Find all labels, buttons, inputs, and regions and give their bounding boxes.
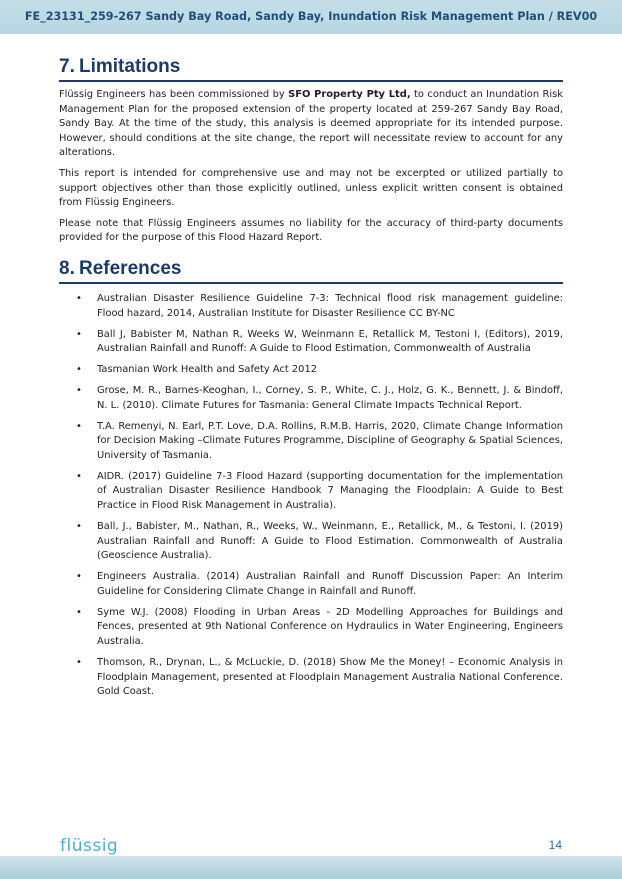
section-number: 7. (59, 56, 75, 77)
reference-text: Grose, M. R., Barnes-Keoghan, I., Corney, S. P., White, C. J., Holz, G. K., Bennett, J. & Bindoff, N. L. (2010). Climate Futures for Tasmania: General Climate Impacts Technical Report. (97, 385, 563, 411)
reference-item (59, 520, 563, 564)
reference-item (59, 656, 563, 700)
reference-text: Syme W.J. (2008) Flooding in Urban Areas - 2D Modelling Approaches for Buildings and Fences, presented at 9th National Conference on Hydraulics in Water Engineering, Engineers Australia. (97, 606, 563, 647)
paragraph-text: Flüssig Engineers has been commissioned by (59, 89, 289, 100)
bullet-icon: • (76, 385, 82, 397)
reference-text: Australian Disaster Resilience Guideline 7-3: Technical flood risk management guideline: Flood hazard, 2014, Australian Institute for Disaster Resilience CC BY-NC (97, 292, 563, 319)
reference-text: AIDR. (2017) Guideline 7-3 Flood Hazard (supporting documentation for the implementation of Australian Disaster Resilience Handbook 7 Managing the Floodplain: A Guide to Best Practice in Flood Risk Management in Australia). (97, 470, 563, 512)
bullet-icon: • (76, 656, 82, 668)
bullet-icon: • (76, 420, 82, 432)
section-title: Limitations (79, 56, 181, 77)
reference-item (59, 328, 563, 357)
paragraph (59, 88, 563, 161)
reference-item (59, 292, 563, 321)
bullet-icon: • (76, 292, 82, 304)
reference-item (59, 420, 563, 464)
paragraph-text: to conduct an Inundation Risk Management Plan for the proposed extension of the property located at 259-267 Sandy Bay Road, Sandy Bay. At the time of the study, this analysis is deemed appropriate for its intended purpose. However, should conditions at the site change, the report will necessitate review to account for any alterations. (59, 89, 563, 159)
reference-text: T.A. Remenyi, N. Earl, P.T. Love, D.A. Rollins, R.M.B. Harris, 2020, Climate Change Information for Decision Making –Climate Futures Programme, Discipline of Geography & Spatial Sciences, University of Tasmania. (97, 420, 563, 461)
bullet-icon: • (76, 328, 82, 340)
paragraph: Please note that Flüssig Engineers assumes no liability for the accuracy of third-party documents provided for the purpose of this Flood Hazard Report. (59, 217, 563, 244)
reference-text: Thomson, R., Drynan, L., & McLuckie, D. (2018) Show Me the Money! – Economic Analysis in Floodplain Management, presented at Floodplain Management Australia National Conference. Gold Coast. (97, 656, 563, 698)
reference-item (59, 384, 563, 413)
page-number: 14 (548, 838, 562, 852)
page-content (59, 56, 563, 706)
client-name: SFO Property Pty Ltd, (288, 89, 411, 100)
reference-item (59, 570, 563, 599)
reference-item (59, 606, 563, 650)
bullet-icon: • (76, 606, 82, 618)
bullet-icon: • (76, 521, 82, 532)
reference-text: Tasmanian Work Health and Safety Act 2012 (97, 364, 318, 376)
company-logo: flüssig (60, 836, 119, 856)
paragraph: This report is intended for comprehensive use and may not be excerpted or utilized partially to support objectives other than those explicitly outlined, unless explicit written consent is obtained from Flüssig Engineers. (59, 167, 563, 209)
footer-band (0, 856, 622, 879)
section-title: References (79, 257, 182, 279)
reference-text: Engineers Australia. (2014) Australian Rainfall and Runoff Discussion Paper: An Interim Guideline for Considering Climate Change in Rainfall and Runoff. (97, 571, 563, 597)
document-header: FE_23131_259-267 Sandy Bay Road, Sandy Bay, Inundation Risk Management Plan / REV00 (24, 10, 598, 23)
bullet-icon: • (76, 571, 82, 583)
bullet-icon: • (76, 364, 82, 376)
section-heading-references (59, 258, 563, 284)
bullet-icon: • (76, 470, 82, 482)
reference-text: Ball J, Babister M, Nathan R, Weeks W, Weinmann E, Retallick M, Testoni I, (Editors), 2019, Australian Rainfall and Runoff: A Guide to Flood Estimation, Commonwealth of Australia (97, 328, 563, 355)
reference-text: Ball, J., Babister, M., Nathan, R., Weeks, W., Weinmann, E., Retallick, M., & Testoni, I. (2019) Australian Rainfall and Runoff: A Guide to Flood Estimation. Commonwealth of Australia (Geoscience Australia). (97, 521, 563, 562)
reference-item (59, 363, 563, 378)
reference-item (59, 470, 563, 514)
section-number: 8. (59, 257, 75, 279)
reference-list (59, 292, 563, 700)
section-heading-limitations (59, 56, 563, 82)
